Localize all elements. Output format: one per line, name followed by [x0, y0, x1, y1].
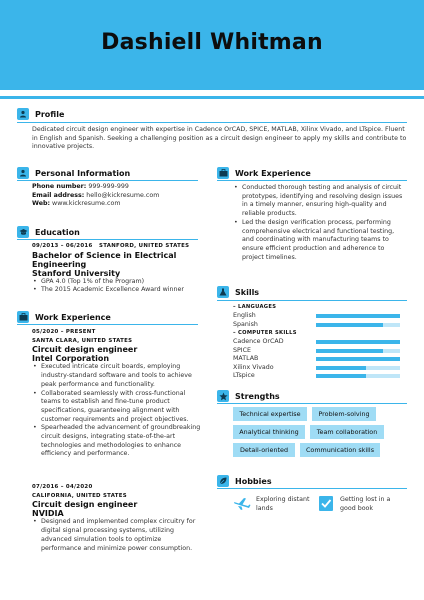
airplane-icon	[233, 496, 251, 512]
job-bullet: • Spearheaded the advancement of groundbreaking circuit designs, integrating state-of-the-art technologies and methodologies to enhance efficiency and performance.	[32, 424, 202, 459]
skill-row	[233, 312, 403, 321]
work-title: Work Experience	[35, 312, 111, 322]
strength-tag: Analytical thinking	[233, 425, 305, 439]
personal-info	[32, 183, 202, 209]
job-role: Circuit design engineer	[32, 345, 138, 355]
web-value[interactable]: www.kickresume.com	[52, 200, 121, 208]
briefcase-icon	[17, 311, 29, 323]
skills-title: Skills	[235, 287, 260, 297]
skill-level	[316, 349, 383, 353]
strength-tag: Problem-solving	[312, 407, 376, 421]
strengths-title: Strengths	[235, 391, 280, 401]
skills-heading	[217, 285, 259, 299]
education-entry	[32, 242, 202, 295]
personal-underline	[17, 180, 198, 181]
web-label: Web:	[32, 200, 51, 208]
email-label: Email address:	[32, 191, 85, 199]
skill-name: Cadence OrCAD	[233, 338, 284, 345]
candidate-name: Dashiell Whitman	[101, 30, 323, 55]
job-entry	[32, 328, 202, 459]
skill-name: MATLAB	[233, 355, 259, 362]
job-bullet: • Executed intricate circuit boards, employing industry-standard software and tools to achieve peak performance and functionality.	[32, 363, 202, 389]
person-icon	[17, 108, 29, 120]
personal-title: Personal Information	[35, 168, 131, 178]
work-continued-bullets	[233, 184, 403, 262]
education-bullet: • GPA 4.0 (Top 1% of the Program)	[32, 278, 202, 287]
education-bullet: • The 2015 Academic Excellence Award winner	[32, 286, 202, 295]
skill-bar	[316, 314, 400, 318]
strength-tag: Team collaboration	[310, 425, 384, 439]
hobbies-heading	[217, 474, 272, 488]
work-heading	[17, 310, 111, 324]
strength-tag: Technical expertise	[233, 407, 307, 421]
strengths-underline	[217, 403, 407, 404]
skill-level	[316, 314, 400, 318]
skill-bar	[316, 357, 400, 361]
skill-bar	[316, 340, 400, 344]
computer-skills-label: – COMPUTER SKILLS	[233, 330, 297, 336]
skill-level	[316, 366, 366, 370]
work-continued-title: Work Experience	[235, 168, 311, 178]
skill-name: Xilinx Vivado	[233, 363, 274, 371]
skill-row	[233, 321, 403, 330]
profile-heading	[17, 107, 64, 121]
profile-underline	[17, 122, 407, 123]
job-location: SANTA CLARA, UNITED STATES	[32, 337, 133, 344]
personal-heading	[17, 166, 130, 180]
education-school: Stanford University	[32, 268, 121, 278]
work-underline	[17, 324, 198, 325]
work-continued-heading	[217, 166, 311, 180]
flask-icon	[217, 286, 229, 298]
strength-tag: Communication skills	[300, 443, 380, 457]
skill-bar	[316, 323, 400, 327]
languages-label: – LANGUAGES	[233, 304, 277, 310]
skill-row	[233, 338, 403, 347]
education-underline	[17, 239, 198, 240]
job-dates: 07/2016 – 04/2020	[32, 484, 93, 490]
skill-row	[233, 347, 403, 356]
skill-bar	[316, 366, 400, 370]
skill-name: SPICE	[233, 346, 252, 354]
skill-row	[233, 355, 403, 364]
email-value[interactable]: hello@kickresume.com	[86, 191, 160, 199]
hobbies-title: Hobbies	[235, 476, 272, 486]
job-dates: 05/2020 – PRESENT	[32, 329, 96, 335]
job-bullet: • Conducted thorough testing and analysis of circuit prototypes, identifying and resolving design issues in a timely manner, ensuring high-quality and reliable products.	[233, 184, 403, 219]
strengths-heading	[217, 389, 280, 403]
job-bullet: • Designed and implemented complex circuitry for digital signal processing systems, utilizing advanced simulation tools to optimize performance and minimize power consumption.	[32, 518, 202, 553]
profile-title: Profile	[35, 109, 65, 119]
job-company: Intel Corporation	[32, 354, 110, 364]
skill-name: LTspice	[233, 372, 255, 379]
header-divider-line	[0, 96, 424, 99]
skill-name: Spanish	[233, 320, 258, 328]
phone-value: 999-999-999	[88, 183, 129, 190]
strength-tag: Detail-oriented	[233, 443, 295, 457]
skill-level	[316, 340, 400, 344]
leaf-icon	[217, 475, 229, 487]
briefcase-icon	[217, 167, 229, 179]
star-icon	[217, 390, 229, 402]
profile-text: Dedicated circuit design engineer with expertise in Cadence OrCAD, SPICE, MATLAB, Xilinx Vivado, and LTspice. Fluent in English and Spanish. Seeking a challenging position as a circuit design engineer to apply my skills and contribute to innovative projects.	[32, 126, 407, 151]
skill-level	[316, 357, 400, 361]
work-continued-underline	[217, 180, 407, 181]
phone-label: Phone number:	[32, 183, 87, 190]
person-icon	[17, 167, 29, 179]
skill-bar	[316, 349, 400, 353]
education-location: STANFORD, UNITED STATES	[99, 243, 190, 249]
education-dates: 09/2013 – 06/2016	[32, 243, 93, 249]
job-company: NVIDIA	[32, 509, 64, 519]
skill-row	[233, 372, 403, 381]
job-bullet: • Led the design verification process, performing comprehensive electrical and functional testing, and coordinating with manufacturing teams to ensure efficient production and adherence to project timelines.	[233, 219, 403, 263]
education-degree: Bachelor of Science in Electrical Engineering	[32, 250, 177, 269]
hobbies-underline	[217, 488, 407, 489]
hobby-label: Getting lost in a good book	[340, 496, 391, 512]
skill-row	[233, 364, 403, 373]
job-role: Circuit design engineer	[32, 500, 138, 510]
skill-name: English	[233, 312, 256, 319]
skill-level	[316, 374, 366, 378]
skill-bar	[316, 374, 400, 378]
skills-underline	[217, 300, 407, 301]
hobby-label: Exploring distant lands	[256, 496, 310, 512]
job-entry	[32, 483, 202, 553]
graduation-cap-icon	[17, 226, 29, 238]
skill-level	[316, 323, 383, 327]
education-title: Education	[35, 227, 80, 237]
book-check-icon	[318, 495, 336, 511]
job-location: CALIFORNIA, UNITED STATES	[32, 492, 127, 499]
education-heading	[17, 225, 80, 239]
job-bullet: • Collaborated seamlessly with cross-functional teams to establish and fine-tune product specifications, guaranteeing alignment with customer requirements and project objectives.	[32, 390, 202, 425]
